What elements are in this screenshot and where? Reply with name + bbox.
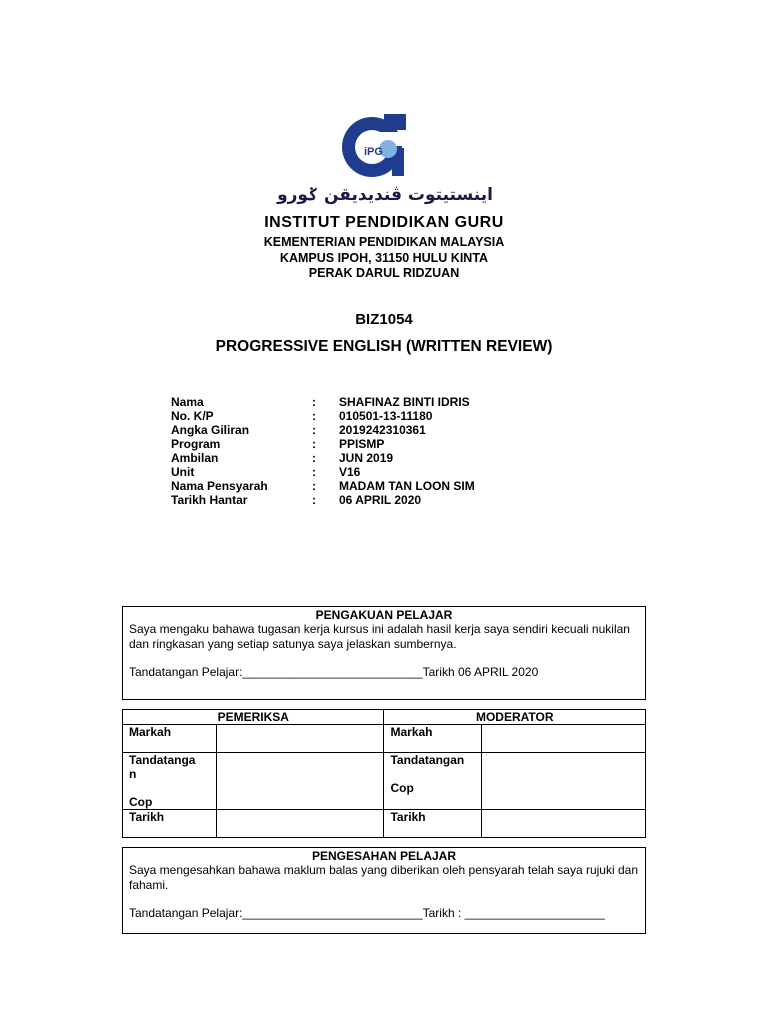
pengakuan-signature-line: Tandatangan Pelajar:___________________________Tarikh 06 APRIL 2020 [129, 665, 539, 679]
course-code: BIZ1054 [355, 311, 413, 328]
moderator-markah-label: Markah [384, 725, 482, 753]
info-row-ambilan: Ambilan : JUN 2019 [171, 451, 394, 465]
institute-name: INSTITUT PENDIDIKAN GURU [264, 214, 504, 231]
student-info [171, 395, 475, 507]
info-row-angka-giliran: Angka Giliran : 2019242310361 [171, 423, 426, 437]
info-row-kp: No. K/P : 010501-13-11180 [171, 409, 433, 423]
pengesahan-signature-line: Tandatangan Pelajar:___________________________Tarikh : _____________________ [129, 906, 605, 920]
pemeriksa-markah-field[interactable] [216, 725, 384, 753]
pemeriksa-tarikh-field[interactable] [216, 810, 384, 838]
pengakuan-title: PENGAKUAN PELAJAR [315, 608, 453, 622]
course-title: PROGRESSIVE ENGLISH (WRITTEN REVIEW) [215, 338, 553, 355]
info-row-nama: Nama : SHAFINAZ BINTI IDRIS [171, 395, 470, 409]
moderator-markah-field[interactable] [482, 725, 646, 753]
info-row-program: Program : PPISMP [171, 437, 385, 451]
pemeriksa-tarikh-label: Tarikh [123, 810, 217, 838]
ipg-logo-icon [340, 112, 410, 182]
pemeriksa-markah-label: Markah [123, 725, 217, 753]
moderator-tandatangan-label: Tandatangan Cop [384, 753, 482, 810]
moderator-tarikh-label: Tarikh [384, 810, 482, 838]
pengesahan-title: PENGESAHAN PELAJAR [311, 849, 457, 863]
moderator-tarikh-field[interactable] [482, 810, 646, 838]
info-row-pensyarah: Nama Pensyarah : MADAM TAN LOON SIM [171, 479, 475, 493]
moderator-header: MODERATOR [384, 710, 646, 725]
evaluation-table [122, 709, 646, 838]
ministry-name: KEMENTERIAN PENDIDIKAN MALAYSIA [263, 235, 505, 249]
pemeriksa-tandatangan-label: Tandatanga n Cop [123, 753, 217, 810]
pemeriksa-header: PEMERIKSA [123, 710, 384, 725]
pengesahan-text: Saya mengesahkan bahawa maklum balas yang diberikan oleh pensyarah telah saya rujuki dan fahami. [129, 863, 638, 892]
pengakuan-text: Saya mengaku bahawa tugasan kerja kursus ini adalah hasil kerja saya sendiri kecuali nukilan dan ringkasan yang setiap satunya saya jelaskan sumbernya. [129, 622, 630, 651]
ipg-logo [340, 112, 410, 182]
state-name: PERAK DARUL RIDZUAN [308, 266, 460, 280]
moderator-tandatangan-field[interactable] [482, 753, 646, 810]
info-row-tarikh-hantar: Tarikh Hantar : 06 APRIL 2020 [171, 493, 422, 507]
info-row-unit: Unit : V16 [171, 465, 361, 479]
pengakuan-box [122, 606, 646, 700]
pengesahan-box [122, 847, 646, 934]
jawi-institute-name: اينستيتوت ڤنديديقن ݢورو [277, 185, 493, 205]
logo-text: iPG [364, 146, 383, 158]
campus-address: KAMPUS IPOH, 31150 HULU KINTA [279, 251, 489, 265]
pemeriksa-tandatangan-field[interactable] [216, 753, 384, 810]
